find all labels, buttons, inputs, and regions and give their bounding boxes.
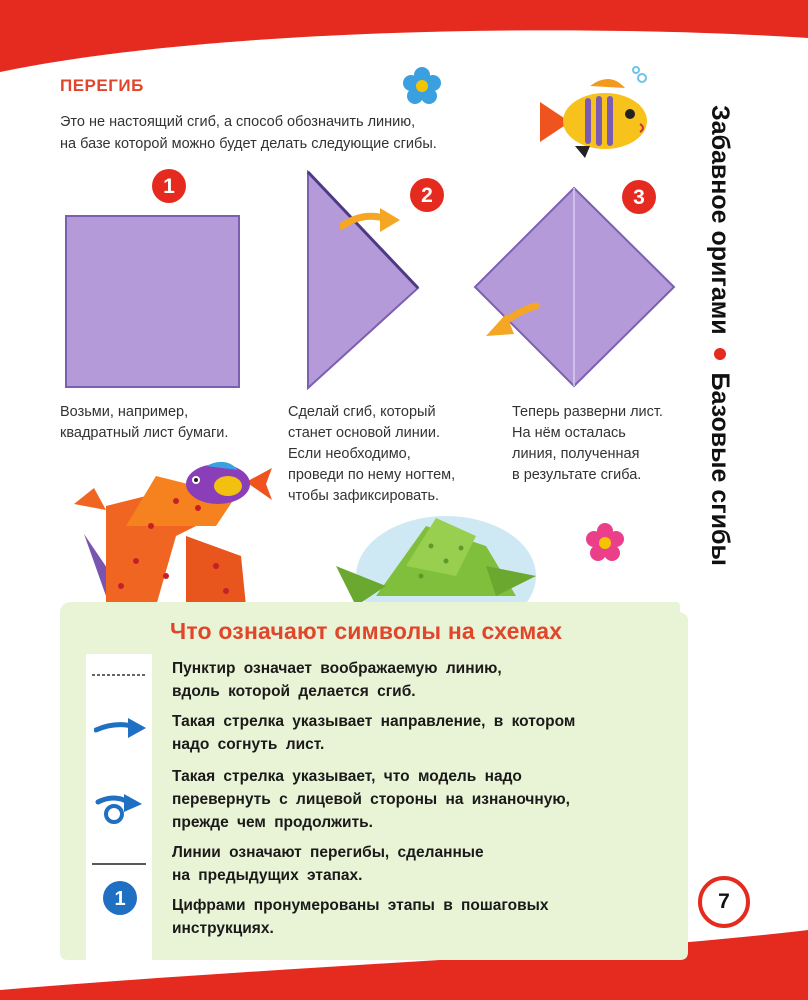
legend-item-numbers xyxy=(172,894,672,940)
caption-line: Если необходимо, xyxy=(288,446,411,462)
caption-line: в результате сгиба. xyxy=(512,467,642,483)
step-3-caption xyxy=(512,402,663,486)
step-number: 3 xyxy=(633,186,645,209)
intro-line: Это не настоящий сгиб, а способ обозначить линию, xyxy=(60,114,416,130)
legend-line: перевернуть с лицевой стороны на изнаночную, xyxy=(172,791,570,808)
fish-icon xyxy=(530,66,660,166)
caption-line: станет основой линии. xyxy=(288,425,440,441)
intro-text xyxy=(60,111,500,155)
diamond-sheet xyxy=(472,186,678,390)
legend-line: вдоль которой делается сгиб. xyxy=(172,683,416,700)
legend-line: на предыдущих этапах. xyxy=(172,867,363,884)
caption-line: На нём осталась xyxy=(512,425,626,441)
legend-line: надо согнуть лист. xyxy=(172,736,325,753)
legend-item-fold-arrow xyxy=(172,710,672,756)
legend-line: Цифрами пронумерованы этапы в пошаговых xyxy=(172,897,549,914)
legend-line: Такая стрелка указывает направление, в котором xyxy=(172,713,576,730)
page-number: 7 xyxy=(698,876,750,928)
unfold-arrow-icon xyxy=(484,302,540,342)
section-title: ПЕРЕГИБ xyxy=(60,76,144,95)
legend-line: Линии означают перегибы, сделанные xyxy=(172,844,484,861)
step-1-badge xyxy=(150,167,188,205)
intro-line: на базе которой можно будет делать следующие сгибы. xyxy=(60,136,437,152)
flower-icon xyxy=(402,66,442,106)
pink-flower-icon xyxy=(584,522,626,564)
legend-line: Пунктир означает воображаемую линию, xyxy=(172,660,502,677)
triangle-sheet xyxy=(300,170,424,392)
caption-line: квадратный лист бумаги. xyxy=(60,425,229,441)
legend-line: прежде чем продолжить. xyxy=(172,814,373,831)
dashed-line-symbol xyxy=(92,672,146,678)
caption-line: Теперь разверни лист. xyxy=(512,404,663,420)
fold-arrow-icon xyxy=(340,206,402,236)
caption-line: проведи по нему ногтем, xyxy=(288,467,456,483)
legend-line: Такая стрелка указывает, что модель надо xyxy=(172,768,522,785)
side-title-part-1: Забавное оригами xyxy=(706,105,734,335)
legend-item-dashed xyxy=(172,657,672,703)
caption-line: линия, полученная xyxy=(512,446,640,462)
legend-title: Что означают символы на схемах xyxy=(170,618,563,644)
side-title-part-2: Базовые сгибы xyxy=(706,372,734,566)
symbol-number: 1 xyxy=(114,888,126,910)
caption-line: Сделай сгиб, который xyxy=(288,404,436,420)
square-sheet xyxy=(64,214,242,390)
step-number: 2 xyxy=(421,184,433,207)
small-fish-icon xyxy=(176,454,276,514)
legend-line: инструкциях. xyxy=(172,920,274,937)
bullet-dot xyxy=(714,348,726,360)
step-number-symbol xyxy=(102,880,138,916)
fold-direction-arrow-icon xyxy=(94,712,148,742)
crease-line-symbol xyxy=(92,862,146,866)
caption-line: чтобы зафиксировать. xyxy=(288,488,440,504)
step-1-caption xyxy=(60,402,228,444)
side-title xyxy=(700,105,740,575)
step-number: 1 xyxy=(163,175,175,198)
origami-frog-illustration xyxy=(336,506,536,606)
caption-line: Возьми, например, xyxy=(60,404,189,420)
flip-over-arrow-icon xyxy=(94,788,150,828)
step-2-caption xyxy=(288,402,455,507)
legend-item-flip-arrow xyxy=(172,765,672,834)
legend-item-crease xyxy=(172,841,672,887)
